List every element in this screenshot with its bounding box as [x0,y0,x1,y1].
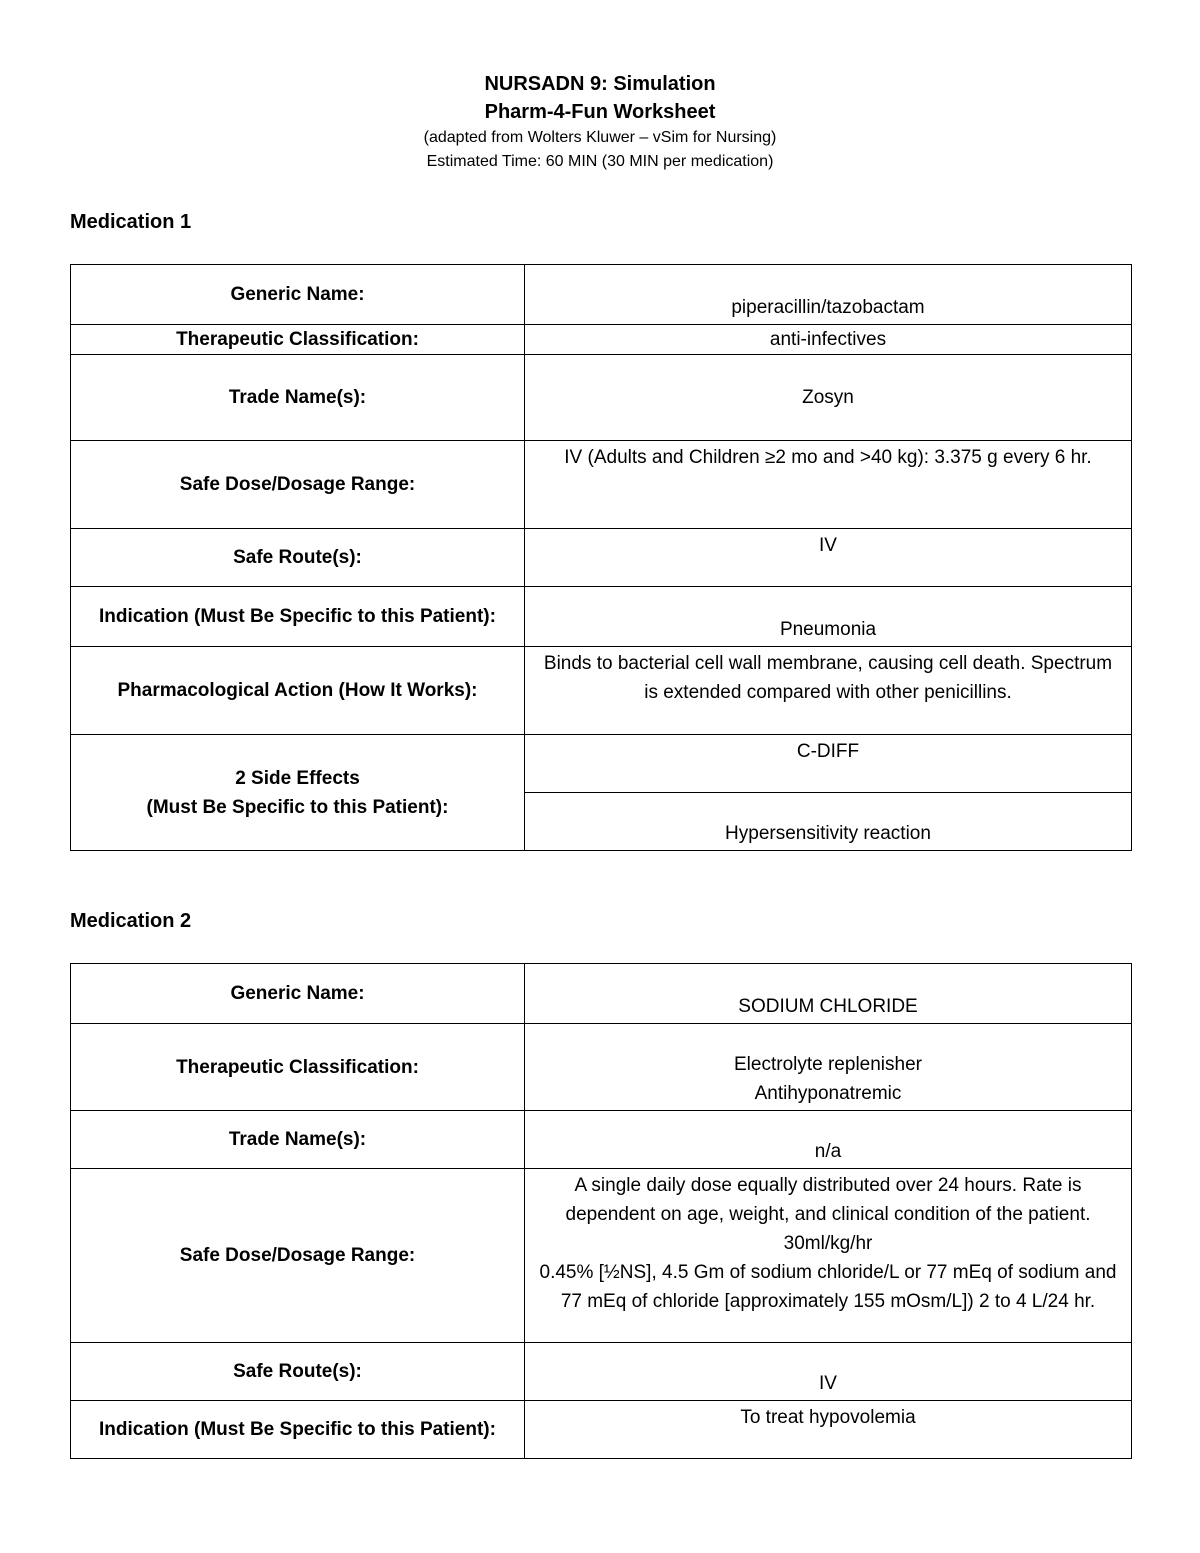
safe-routes-value: IV [525,1343,1132,1401]
side-effects-label [71,735,525,851]
table-row [71,1024,1132,1111]
table-row [71,735,1132,793]
safe-routes-value: IV [525,529,1132,587]
safe-routes-label: Safe Route(s): [71,1343,525,1401]
table-row [71,441,1132,529]
table-row [71,1343,1132,1401]
document-subtitle: Pharm-4-Fun Worksheet [484,101,716,123]
safe-dose-line-2: 0.45% [½NS], 4.5 Gm of sodium chloride/L or 77 mEq of sodium and 77 mEq of chloride [approximately 155 mOsm/L]) 2 to 4 L/24 hr. [539,1262,1117,1312]
indication-value: Pneumonia [525,587,1132,647]
trade-names-value: Zosyn [525,355,1132,441]
indication-label: Indication (Must Be Specific to this Patient): [71,587,525,647]
table-row [71,964,1132,1024]
trade-names-value: n/a [525,1111,1132,1169]
therapeutic-classification-label: Therapeutic Classification: [71,1024,525,1111]
pharmacological-action-value: Binds to bacterial cell wall membrane, causing cell death. Spectrum is extended compared with other penicillins. [525,647,1132,735]
table-row [71,647,1132,735]
therapeutic-classification-line-1: Electrolyte replenisher [734,1054,922,1075]
document-title: NURSADN 9: Simulation [484,73,716,95]
table-row [71,1401,1132,1459]
generic-name-label: Generic Name: [71,964,525,1024]
indication-value: To treat hypovolemia [525,1401,1132,1459]
generic-name-value: SODIUM CHLORIDE [525,964,1132,1024]
therapeutic-classification-value: anti-infectives [525,325,1132,355]
table-row [71,265,1132,325]
trade-names-label: Trade Name(s): [71,1111,525,1169]
pharmacological-action-label: Pharmacological Action (How It Works): [71,647,525,735]
worksheet-header [0,70,1200,174]
therapeutic-classification-value [525,1024,1132,1111]
safe-dose-line-1: A single daily dose equally distributed over 24 hours. Rate is dependent on age, weight, and clinical condition of the patient. 30ml/kg/hr [565,1175,1091,1254]
side-effects-label-line-1: 2 Side Effects [235,767,360,789]
table-row [71,355,1132,441]
therapeutic-classification-label: Therapeutic Classification: [71,325,525,355]
table-row [71,1169,1132,1343]
generic-name-label: Generic Name: [71,265,525,325]
safe-dose-value: IV (Adults and Children ≥2 mo and >40 kg): 3.375 g every 6 hr. [525,441,1132,529]
table-row [71,529,1132,587]
medication-2-table [70,963,1132,1459]
safe-routes-label: Safe Route(s): [71,529,525,587]
medication-1-heading: Medication 1 [70,211,192,233]
indication-label: Indication (Must Be Specific to this Patient): [71,1401,525,1459]
generic-name-value: piperacillin/tazobactam [525,265,1132,325]
medication-2-heading: Medication 2 [70,910,192,932]
side-effect-2-value: Hypersensitivity reaction [525,793,1132,851]
side-effects-label-line-2: (Must Be Specific to this Patient): [146,796,449,818]
safe-dose-label: Safe Dose/Dosage Range: [71,1169,525,1343]
medication-1-table [70,264,1132,851]
side-effect-1-value: C-DIFF [525,735,1132,793]
source-note: (adapted from Wolters Kluwer – vSim for Nursing) [423,129,777,146]
trade-names-label: Trade Name(s): [71,355,525,441]
table-row [71,1111,1132,1169]
table-row [71,325,1132,355]
estimated-time-note: Estimated Time: 60 MIN (30 MIN per medication) [426,153,774,170]
table-row [71,587,1132,647]
safe-dose-label: Safe Dose/Dosage Range: [71,441,525,529]
therapeutic-classification-line-2: Antihyponatremic [754,1083,902,1104]
safe-dose-value [525,1169,1132,1343]
